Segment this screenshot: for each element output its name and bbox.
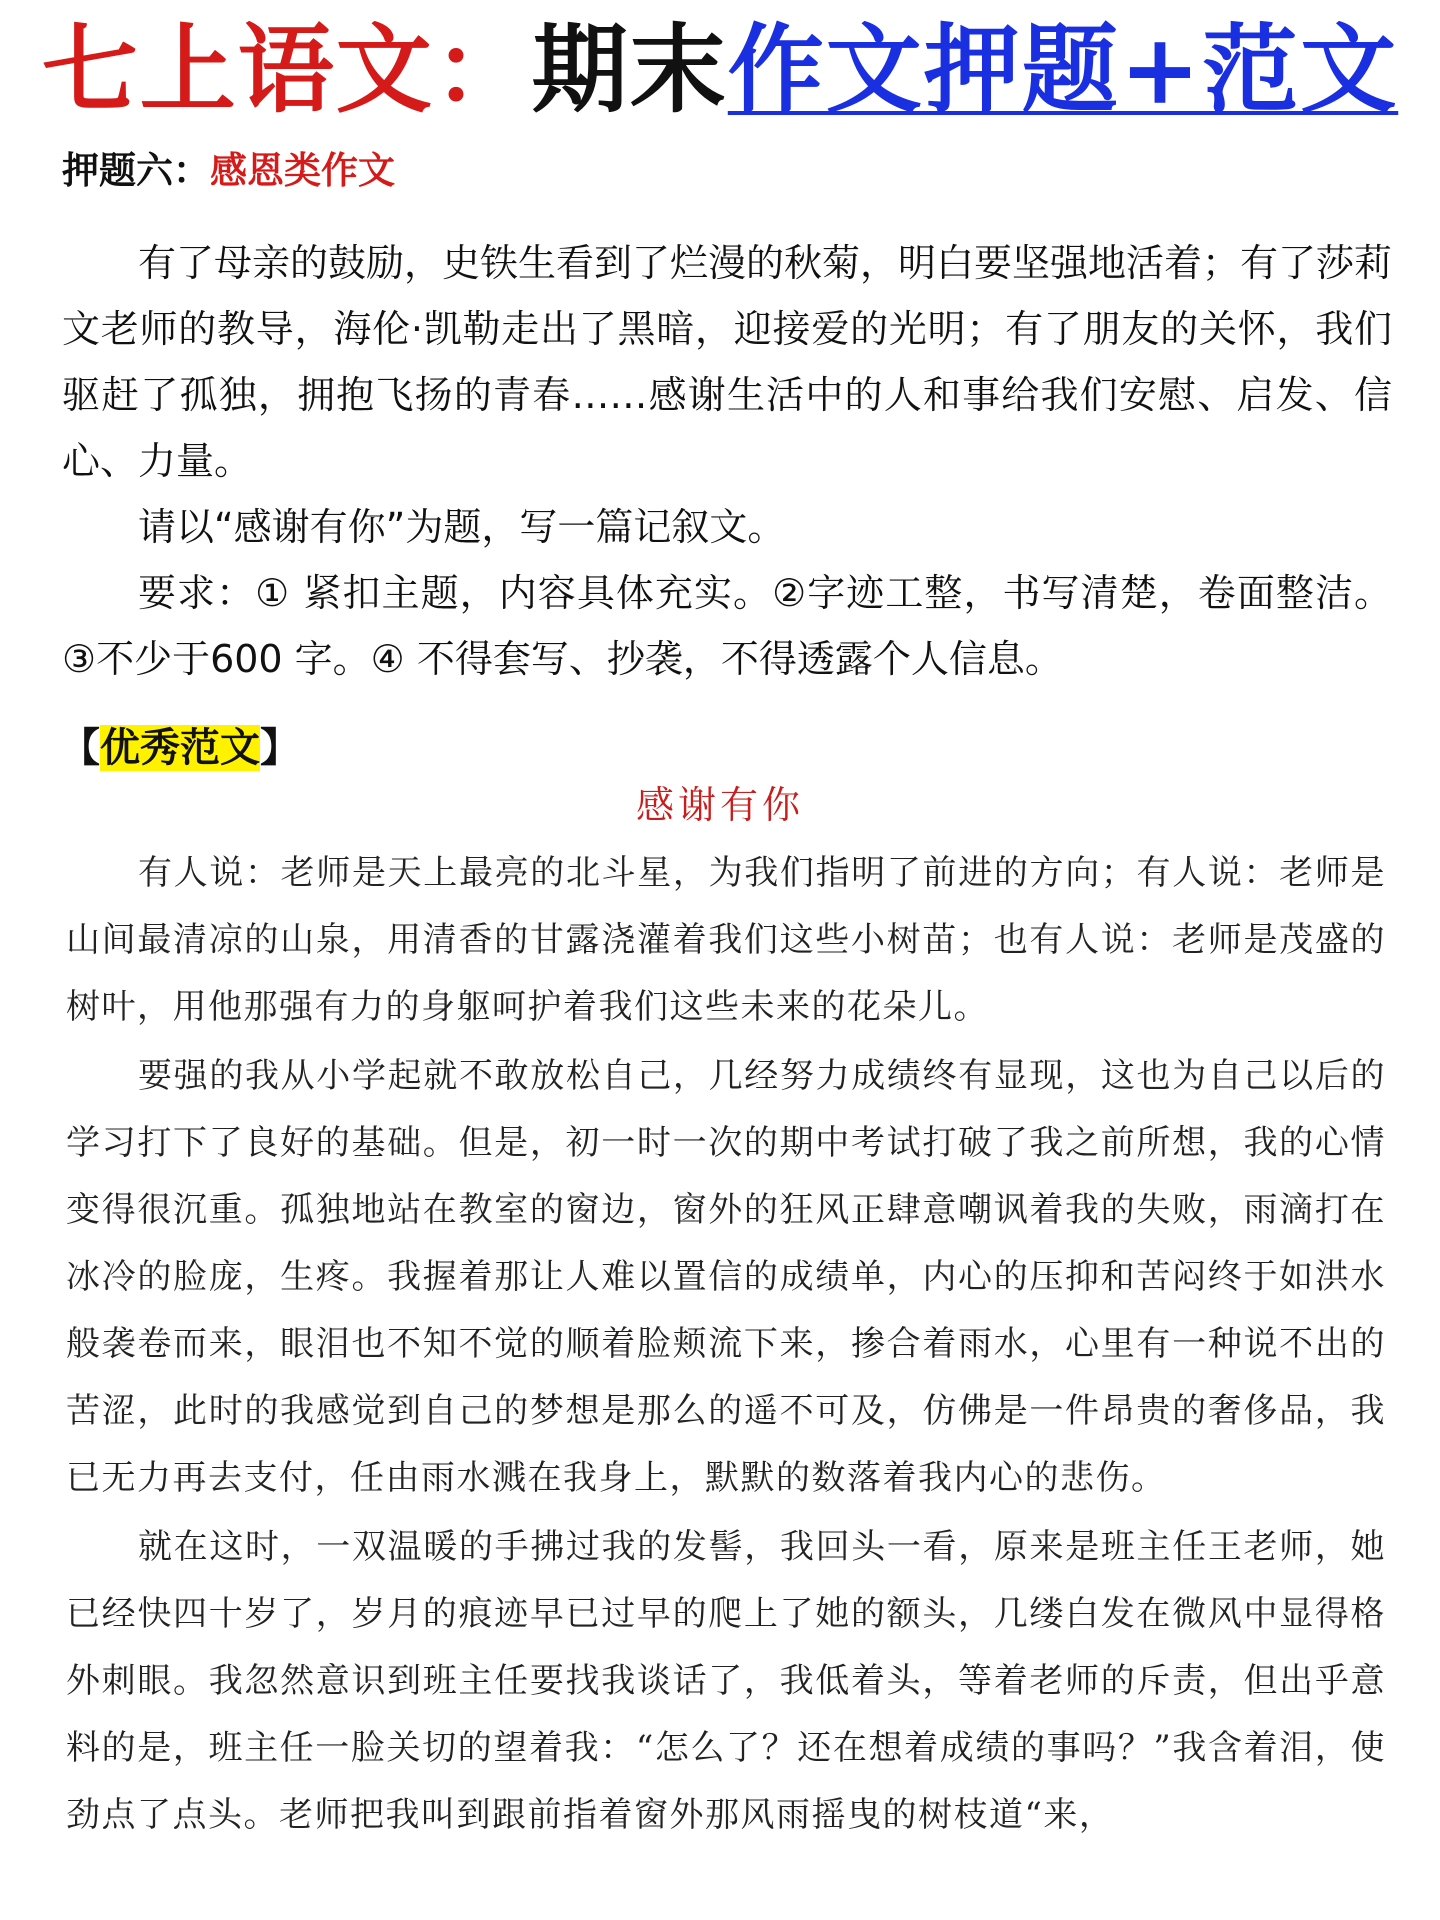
essay-paragraph: 有人说：老师是天上最亮的北斗星，为我们指明了前进的方向；有人说：老师是山间最清凉的山泉，用清香的甘露浇灌着我们这些小树苗；也有人说：老师是茂盛的树叶，用他那强有力的身躯呵护着我们这些未来的花朵儿。 — [66, 853, 1386, 1027]
sample-bracket-open: 【 — [60, 725, 100, 771]
essay-body — [66, 840, 1386, 1851]
title-term: 期末 — [531, 13, 728, 126]
title-grade-subject: 七上语文： — [41, 13, 532, 126]
prompt-body — [62, 230, 1392, 692]
prompt-topic: 感恩类作文 — [210, 149, 395, 192]
sample-heading — [60, 720, 300, 776]
prompt-heading — [62, 146, 395, 196]
prompt-paragraph: 请以“感谢有你”为题，写一篇记叙文。 — [138, 505, 786, 549]
essay-title: 感谢有你 — [635, 783, 804, 827]
essay-paragraph: 要强的我从小学起就不敢放松自己，几经努力成绩终有显现，这也为自己以后的学习打下了良好的基础。但是，初一时一次的期中考试打破了我之前所想，我的心情变得很沉重。孤独地站在教室的窗边，窗外的狂风正肆意嘲讽着我的失败，雨滴打在冰冷的脸庞，生疼。我握着那让人难以置信的成绩单，内心的压抑和苦闷终于如洪水般袭卷而来，眼泪也不知不觉的顺着脸颊流下来，掺合着雨水，心里有一种说不出的苦涩，此时的我感觉到自己的梦想是那么的遥不可及，仿佛是一件昂贵的奢侈品，我已无力再去支付，任由雨水溅在我身上，默默的数落着我内心的悲伤。 — [66, 1056, 1386, 1498]
document-title — [0, 13, 1440, 126]
prompt-paragraph: 有了母亲的鼓励，史铁生看到了烂漫的秋菊，明白要坚强地活着；有了莎莉文老师的教导，海伦·凯勒走出了黑暗，迎接爱的光明；有了朋友的关怀，我们驱赶了孤独，拥抱飞扬的青春……感谢生活中的人和事给我们安慰、启发、信心、力量。 — [62, 241, 1393, 483]
prompt-label: 押题六： — [62, 149, 210, 192]
essay-paragraph: 就在这时，一双温暖的手拂过我的发髻，我回头一看，原来是班主任王老师，她已经快四十岁了，岁月的痕迹早已过早的爬上了她的额头，几缕白发在微风中显得格外刺眼。我忽然意识到班主任要找我谈话了，我低着头，等着老师的斥责，但出乎意料的是，班主任一脸关切的望着我：“怎么了？还在想着成绩的事吗？”我含着泪，使劲点了点头。老师把我叫到跟前指着窗外那风雨摇曳的树枝道“来， — [66, 1527, 1386, 1835]
sample-label: 优秀范文 — [100, 725, 260, 771]
prompt-paragraph: 要求：① 紧扣主题，内容具体充实。②字迹工整，书写清楚，卷面整洁。③不少于600 字。④ 不得套写、抄袭，不得透露个人信息。 — [62, 571, 1392, 681]
sample-bracket-close: 】 — [260, 725, 300, 771]
title-topic: 作文押题+范文 — [727, 13, 1399, 126]
